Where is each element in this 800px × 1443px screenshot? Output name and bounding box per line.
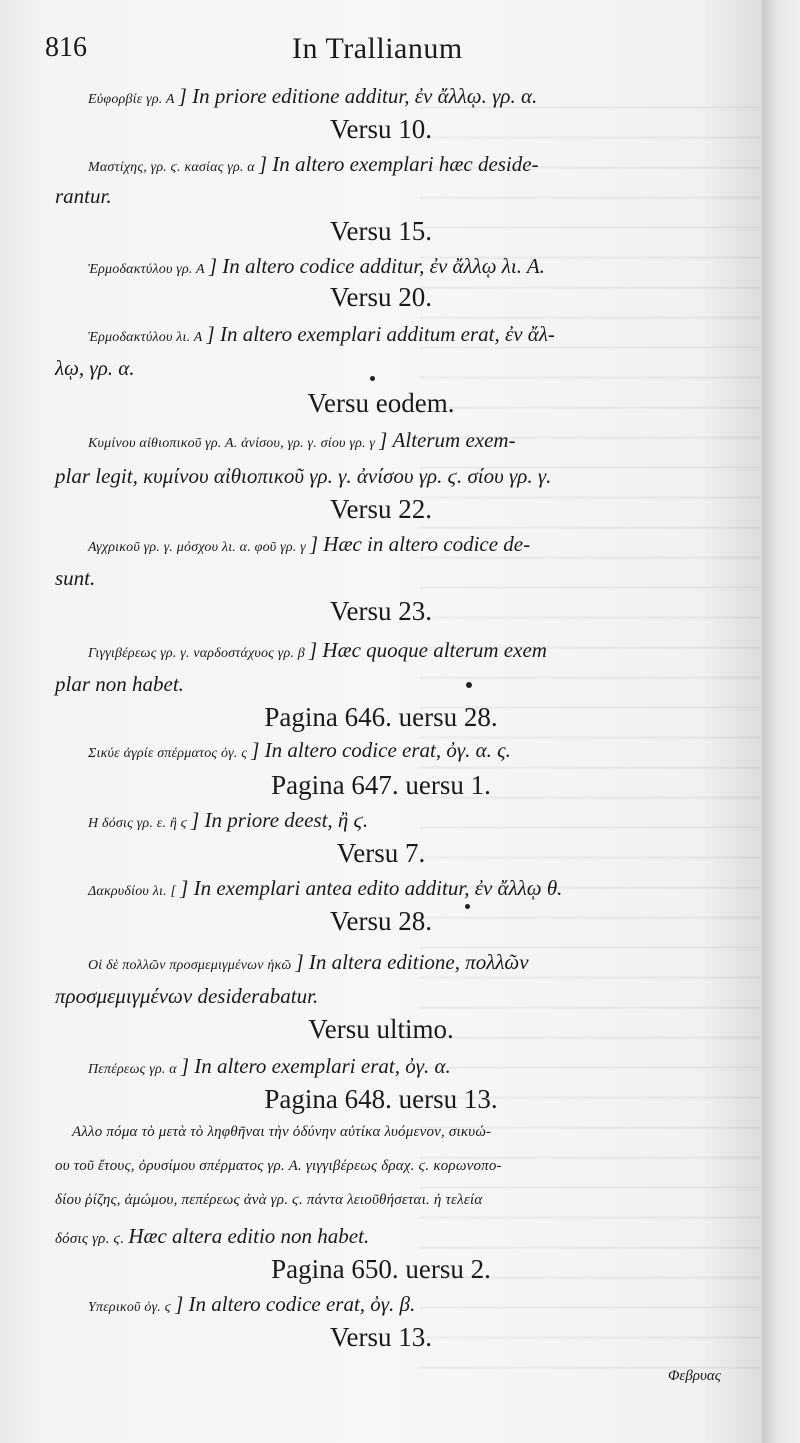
section-heading: Versu 22. xyxy=(330,494,432,524)
latin-note: ] In priore deest, ἢ ϛ. xyxy=(191,808,369,832)
greek-lemma: Γιγγιβέρεως γρ. γ. ναρδοστάχυος γρ. β xyxy=(88,646,305,661)
continuation-line: rantur. xyxy=(55,184,112,208)
latin-note: ] In altero exemplari hæc deside- xyxy=(258,152,539,176)
section-heading: Versu ultimo. xyxy=(308,1014,454,1044)
greek-lemma: Υπερικοῦ ὀγ. ϛ xyxy=(88,1300,172,1315)
greek-paragraph-line: ου τοῦ ἔτους, ὀρυσίμου σπέρματος γρ. Α. γιγγιβέρεως δραχ. ϛ. κορωνοπο- xyxy=(55,1158,502,1174)
greek-paragraph-line: δίου ῥίζης, ἀμώμου, πεπέρεως ἀνὰ γρ. ϛ. πάντα λειοῦθήσεται. ἡ τελεία xyxy=(55,1192,483,1208)
greek-lemma: Αγχρικοῦ γρ. γ. μόσχου λι. α. φοῦ γρ. γ xyxy=(88,540,306,555)
section-heading: Versu 23. xyxy=(330,596,432,626)
greek-lemma: Δακρυδίου λι. [ xyxy=(88,884,177,899)
catchword: Φεβρυας xyxy=(668,1368,721,1384)
ink-speck xyxy=(465,904,470,909)
section-heading: Versu 28. xyxy=(330,906,432,936)
latin-note: ] In altero codice additur, ἐν ἄλλῳ λι. Α. xyxy=(208,254,545,278)
continuation-line: sunt. xyxy=(55,566,96,590)
entry-line xyxy=(88,152,539,177)
greek-lemma: Εὐφορβίε γρ. Α xyxy=(88,92,175,107)
entry-line xyxy=(88,532,530,557)
greek-lemma: Κυμίνου αἰθιοπικοῦ γρ. Α. ἀνίσου, γρ. γ. σίου γρ. γ xyxy=(88,436,376,451)
latin-note: ] In exemplari antea edito additur, ἐν ἄλλῳ θ. xyxy=(180,876,563,900)
entry-line xyxy=(88,638,547,663)
latin-note: ] Hæc in altero codice de- xyxy=(309,532,531,556)
entry-line xyxy=(88,876,562,901)
entry-line xyxy=(88,738,511,763)
greek-lemma: Πεπέρεως γρ. α xyxy=(88,1062,177,1077)
page-number: 816 xyxy=(45,32,87,63)
continuation-line: plar non habet. xyxy=(55,672,184,696)
section-heading: Versu 13. xyxy=(330,1322,432,1352)
latin-note: ] In altero exemplari erat, ὀγ. α. xyxy=(180,1054,451,1078)
latin-note: ] In altero codice erat, ὀγ. β. xyxy=(175,1292,416,1316)
ink-speck xyxy=(466,682,472,688)
entry-line xyxy=(88,428,516,453)
entry-line xyxy=(88,254,545,279)
latin-note: Hæc altera editio non habet. xyxy=(128,1224,370,1248)
ink-speck xyxy=(370,376,375,381)
section-heading: Versu 15. xyxy=(330,216,432,246)
latin-note: ] Hæc quoque alterum exem xyxy=(308,638,547,662)
greek-lemma: Μαστίχης, γρ. ϛ. κασίας γρ. α xyxy=(88,160,255,175)
section-heading: Pagina 650. uersu 2. xyxy=(271,1254,491,1284)
latin-note: ] Alterum exem- xyxy=(379,428,516,452)
greek-lemma: Σικύε ἀγρίε σπέρματος ὀγ. ς xyxy=(88,746,248,761)
latin-note: ] In priore editione additur, ἐν ἄλλῳ. γρ. α. xyxy=(178,84,538,108)
latin-note: ] In altero exemplari additum erat, ἐν ἄλ- xyxy=(206,322,555,346)
running-title: In Trallianum xyxy=(292,32,463,65)
greek-lemma: δόσις γρ. ϛ. xyxy=(55,1231,125,1247)
entry-line xyxy=(88,808,368,833)
continuation-line: plar legit, κυμίνου αἰθιοπικοῦ γρ. γ. ἀνίσου γρ. ϛ. σίου γρ. γ. xyxy=(55,464,552,488)
latin-note: ] In altero codice erat, ὀγ. α. ς. xyxy=(251,738,511,762)
section-heading: Versu eodem. xyxy=(307,388,455,418)
section-heading: Versu 7. xyxy=(336,838,426,868)
section-heading: Versu 10. xyxy=(330,114,432,144)
greek-lemma: Ἑρμοδακτύλου γρ. Α xyxy=(88,262,205,277)
entry-line xyxy=(88,1054,451,1079)
running-head xyxy=(0,30,762,70)
entry-line xyxy=(88,322,555,347)
greek-lemma: Ἑρμοδακτύλου λι. Α xyxy=(88,330,203,345)
greek-lemma: Οἱ δὲ πολλῶν προσμεμιγμένων ἡκῶ xyxy=(88,958,292,973)
latin-note: ] In altera editione, πολλῶν xyxy=(295,950,529,974)
greek-paragraph-line: Αλλο πόμα τὸ μετὰ τὸ ληφθῆναι τὴν ὀδύνην αὐτίκα λυόμενον, σικυώ- xyxy=(72,1124,492,1140)
mixed-line xyxy=(55,1224,369,1249)
section-heading: Pagina 646. uersu 28. xyxy=(264,702,498,732)
section-heading: Versu 20. xyxy=(330,282,432,312)
book-gutter xyxy=(762,0,800,1443)
section-heading: Pagina 647. uersu 1. xyxy=(271,770,491,800)
greek-lemma: Η δόσις γρ. ε. ἢ ϛ xyxy=(88,816,188,831)
entry-line xyxy=(88,950,529,975)
continuation-line: λῳ, γρ. α. xyxy=(55,356,135,380)
entry-line xyxy=(88,1292,415,1317)
continuation-line: προσμεμιγμένων desiderabatur. xyxy=(55,984,319,1008)
entry-line xyxy=(88,84,537,109)
section-heading: Pagina 648. uersu 13. xyxy=(264,1084,498,1114)
